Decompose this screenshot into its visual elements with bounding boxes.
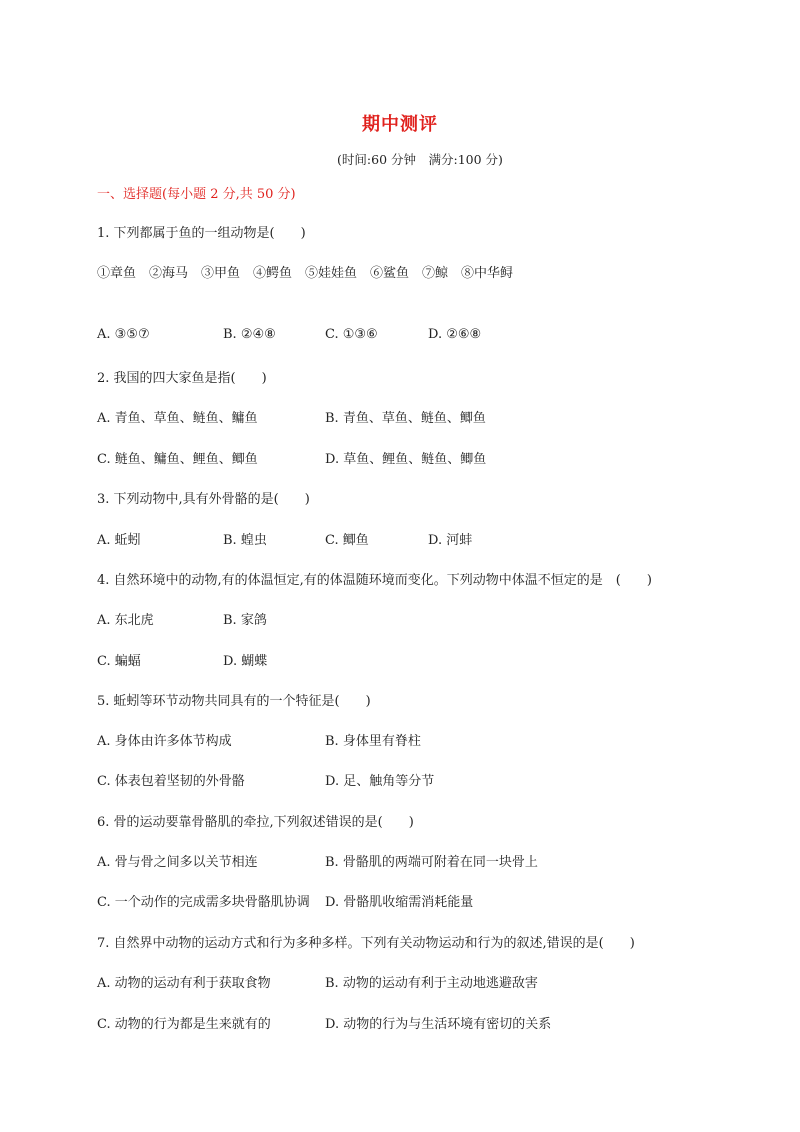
question-6-stem: 6. 骨的运动要靠骨骼肌的牵拉,下列叙述错误的是( ): [97, 815, 414, 830]
option-d: D. 骨骼肌收缩需消耗能量: [325, 895, 474, 910]
option-c: C. 一个动作的完成需多块骨骼肌协调: [97, 895, 310, 910]
option-d: D. 动物的行为与生活环境有密切的关系: [325, 1017, 552, 1032]
option-c: C. 动物的行为都是生来就有的: [97, 1017, 271, 1032]
option-c: C. 体表包着坚韧的外骨骼: [97, 774, 245, 789]
option-c: C. 鲫鱼: [325, 533, 369, 548]
question-3-stem: 3. 下列动物中,具有外骨骼的是( ): [97, 492, 310, 507]
option-a: A. 蚯蚓: [97, 533, 141, 548]
exam-title: 期中测评: [362, 114, 438, 135]
option-b: B. ②④⑧: [223, 327, 276, 342]
option-b: B. 骨骼肌的两端可附着在同一块骨上: [325, 855, 538, 870]
option-a: A. 身体由许多体节构成: [97, 734, 232, 749]
question-1-items: ①章鱼 ②海马 ③甲鱼 ④鳄鱼 ⑤娃娃鱼 ⑥鲨鱼 ⑦鲸 ⑧中华鲟: [97, 266, 514, 281]
section-heading: 一、选择题(每小题 2 分,共 50 分): [97, 187, 296, 202]
option-d: D. 足、触角等分节: [325, 774, 435, 789]
question-5-stem: 5. 蚯蚓等环节动物共同具有的一个特征是( ): [97, 694, 371, 709]
option-a: A. ③⑤⑦: [97, 327, 150, 342]
option-d: D. 蝴蝶: [223, 654, 268, 669]
option-d: D. 河蚌: [428, 533, 473, 548]
option-a: A. 动物的运动有利于获取食物: [97, 976, 271, 991]
option-a: A. 青鱼、草鱼、鲢鱼、鳙鱼: [97, 411, 258, 426]
option-d: D. ②⑥⑧: [428, 327, 482, 342]
option-b: B. 身体里有脊柱: [325, 734, 421, 749]
option-c: C. 鲢鱼、鳙鱼、鲤鱼、鲫鱼: [97, 452, 258, 467]
exam-subtitle: (时间:60 分钟 满分:100 分): [337, 152, 503, 167]
option-a: A. 东北虎: [97, 613, 154, 628]
option-c: C. 蝙蝠: [97, 654, 141, 669]
question-7-stem: 7. 自然界中动物的运动方式和行为多种多样。下列有关动物运动和行为的叙述,错误的是( ): [97, 936, 635, 951]
option-b: B. 动物的运动有利于主动地逃避敌害: [325, 976, 538, 991]
option-c: C. ①③⑥: [325, 327, 378, 342]
question-2-stem: 2. 我国的四大家鱼是指( ): [97, 371, 267, 386]
option-d: D. 草鱼、鲤鱼、鲢鱼、鲫鱼: [325, 452, 487, 467]
option-b: B. 家鸽: [223, 613, 267, 628]
question-4-stem: 4. 自然环境中的动物,有的体温恒定,有的体温随环境而变化。下列动物中体温不恒定的是 ( ): [97, 573, 652, 588]
option-a: A. 骨与骨之间多以关节相连: [97, 855, 258, 870]
question-1-stem: 1. 下列都属于鱼的一组动物是( ): [97, 226, 306, 241]
option-b: B. 蝗虫: [223, 533, 267, 548]
option-b: B. 青鱼、草鱼、鲢鱼、鲫鱼: [325, 411, 486, 426]
